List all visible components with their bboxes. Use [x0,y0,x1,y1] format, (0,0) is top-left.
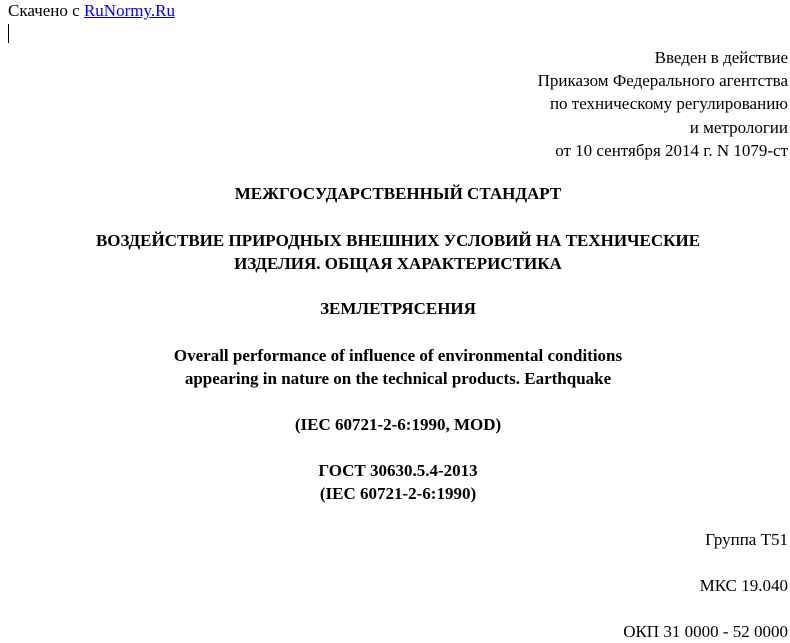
mks-code: МКС 19.040 [699,576,788,595]
gost-number: ГОСТ 30630.5.4-2013 [318,461,478,480]
document-title-line: ИЗДЕЛИЯ. ОБЩАЯ ХАРАКТЕРИСТИКА [234,254,562,273]
english-title-line: appearing in nature on the technical products. Earthquake [184,369,612,388]
text-cursor [8,24,9,43]
source-prefix: Скачено с [8,1,80,20]
enactment-line: Введен в действие [654,48,788,67]
gost-designation [0,459,790,505]
enactment-line: Приказом Федерального агентства [537,71,788,91]
iec-reference-text: (IEC 60721-2-6:1990, MOD) [294,415,502,434]
enactment-line: и метрологии [689,117,788,137]
standard-type [0,182,790,205]
enactment-block [538,46,788,162]
english-title [0,344,790,390]
english-title-line: Overall performance of influence of environmental conditions [173,346,623,365]
document-subtitle-text: ЗЕМЛЕТРЯСЕНИЯ [320,299,476,318]
document-subtitle [0,297,790,320]
source-link[interactable]: RuNormy.Ru [83,1,175,20]
source-line [8,1,175,21]
group-code: Группа Т51 [705,530,788,549]
enactment-line: от 10 сентября 2014 г. N 1079-ст [555,140,788,160]
standard-type-text: МЕЖГОСУДАРСТВЕННЫЙ СТАНДАРТ [234,184,562,203]
gost-iec: (IEC 60721-2-6:1990) [319,484,477,503]
enactment-line: по техническому регулированию [549,94,788,114]
okp-code: ОКП 31 0000 - 52 0000 [623,622,788,641]
document-title [0,229,790,275]
iec-reference [0,413,790,436]
document-title-line: ВОЗДЕЙСТВИЕ ПРИРОДНЫХ ВНЕШНИХ УСЛОВИЙ НА ТЕХНИЧЕСКИЕ [95,231,701,250]
